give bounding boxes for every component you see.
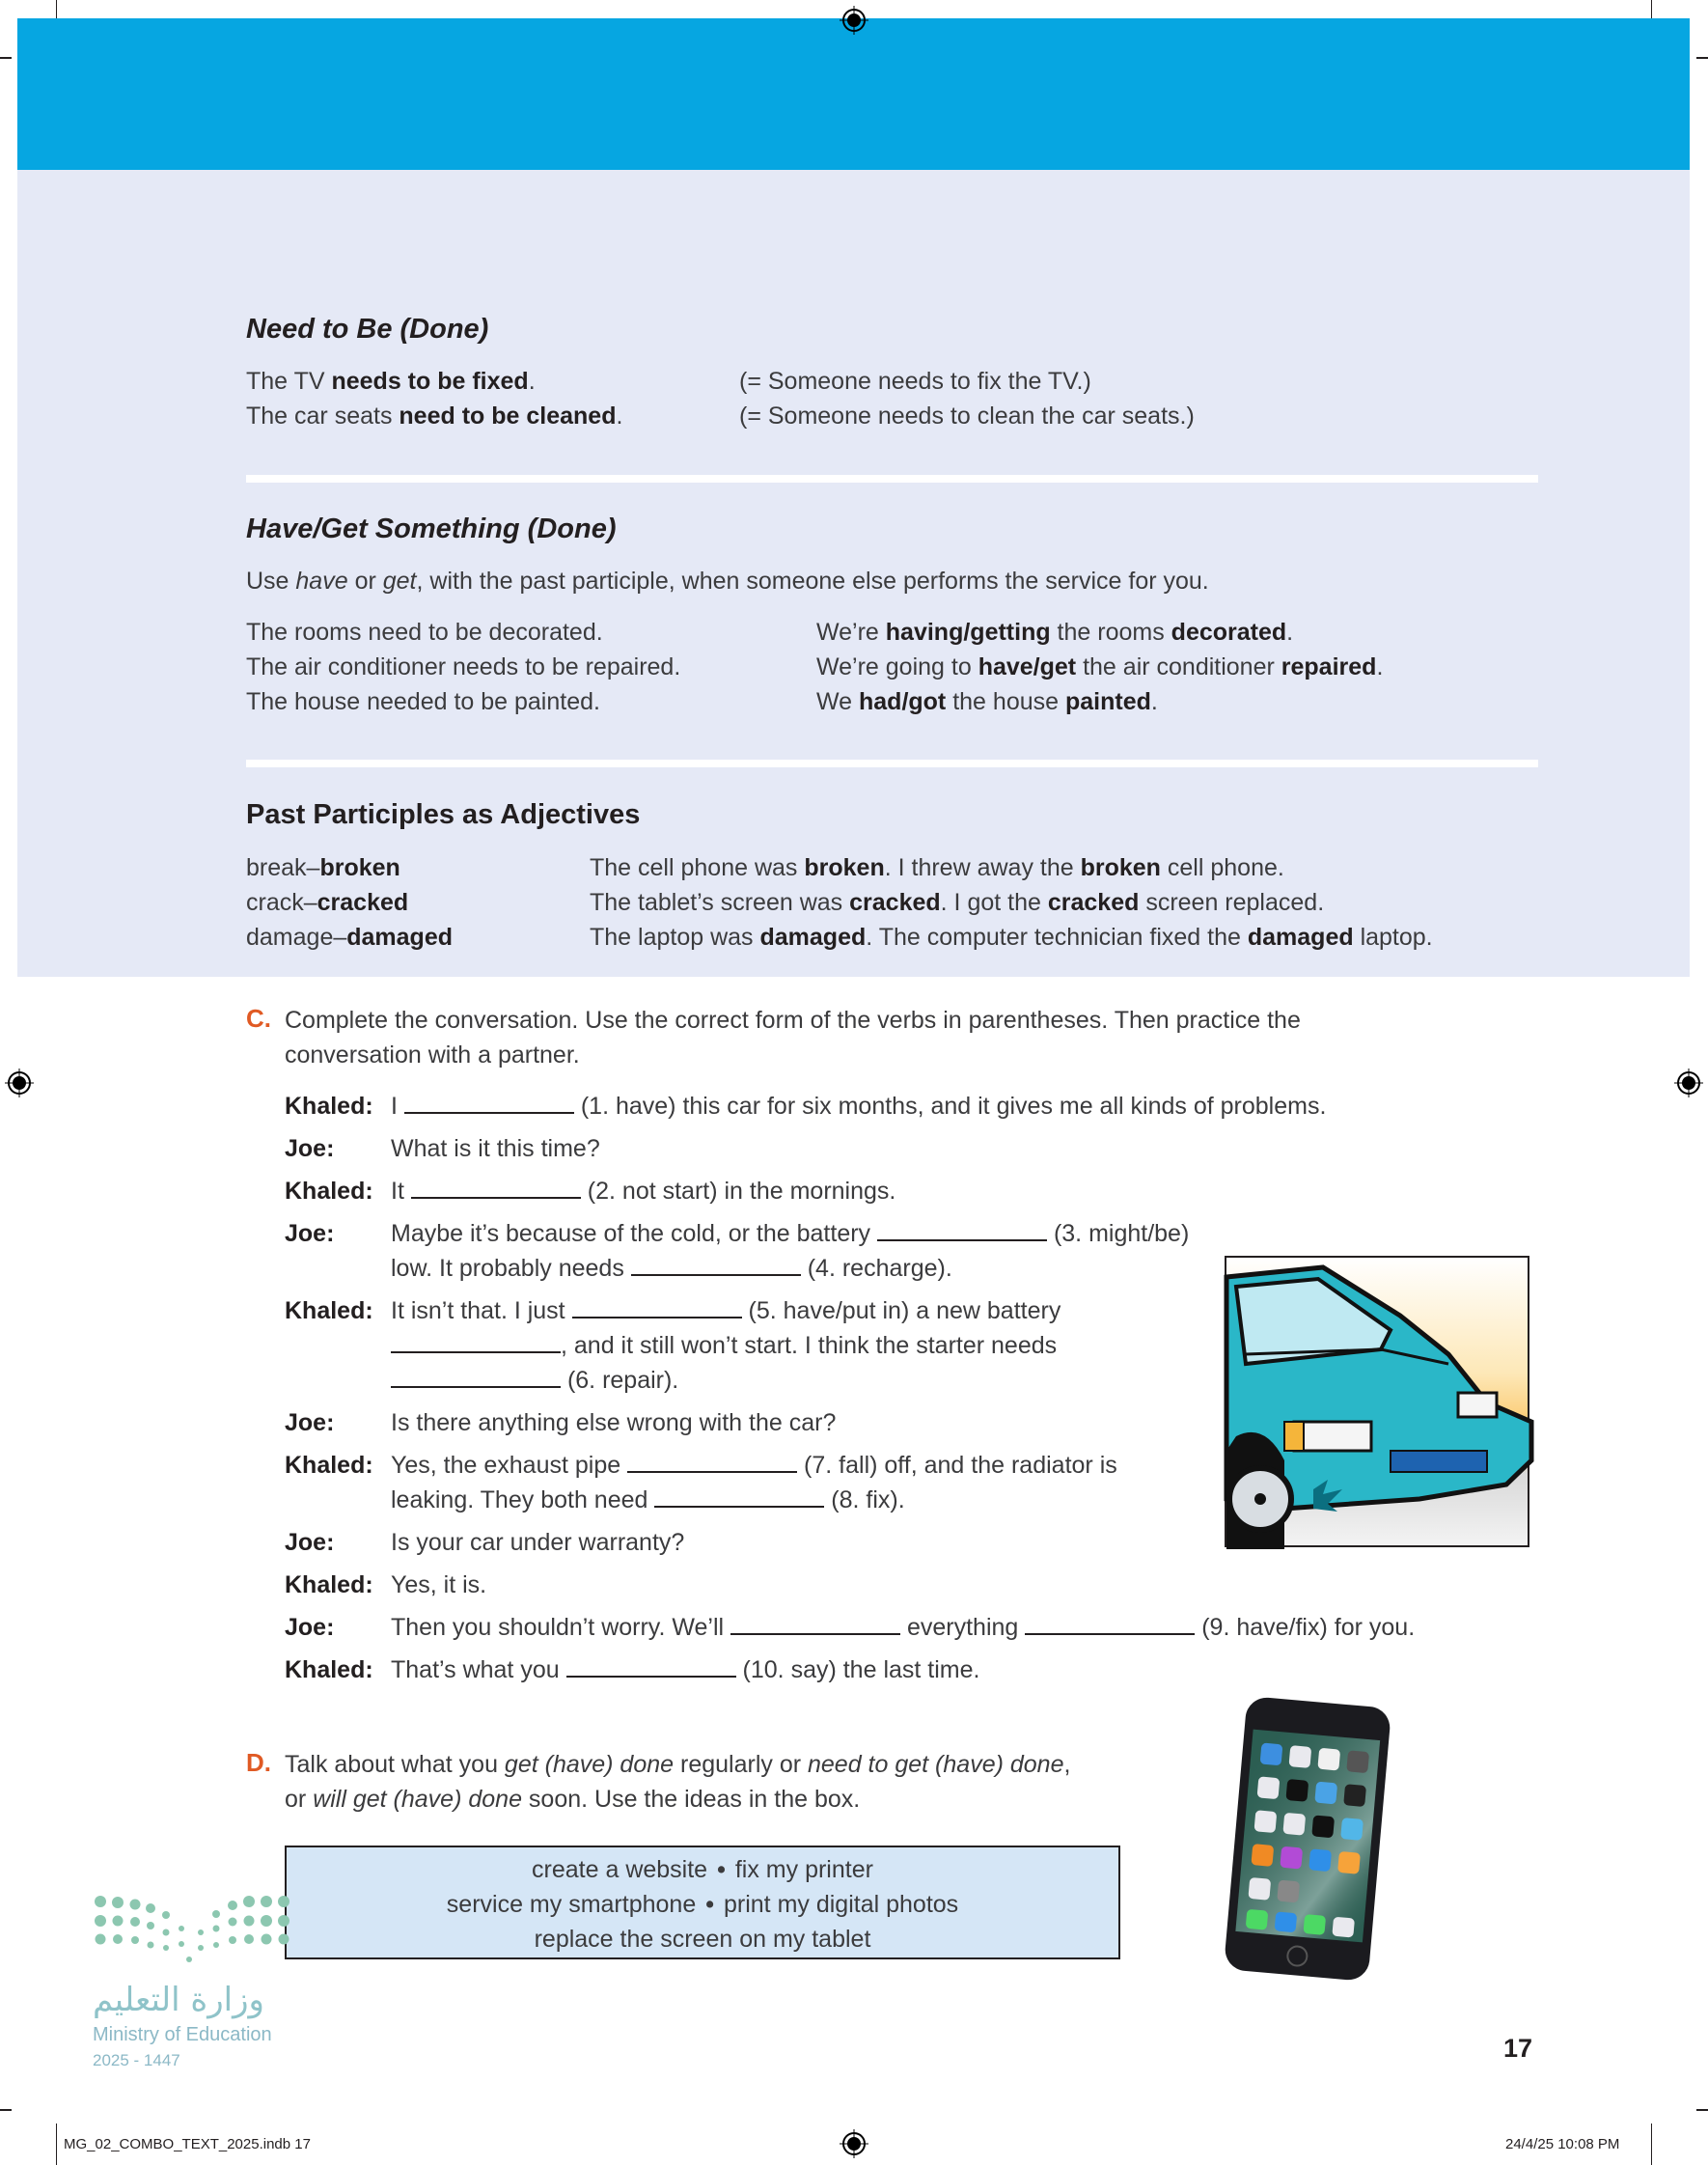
crop-mark (0, 57, 12, 59)
answer-blank-4[interactable] (631, 1255, 801, 1276)
answer-blank-10[interactable] (566, 1656, 736, 1678)
verb-form: damage–damaged (246, 924, 454, 951)
answer-blank-6[interactable] (391, 1367, 561, 1388)
adjective-example: The tablet’s screen was cracked. I got the cracked screen replaced. (590, 889, 1325, 916)
example-row: The TV needs to be fixed. (246, 368, 536, 395)
example-left: The air conditioner needs to be repaired. (246, 653, 681, 680)
dialogue-line: What is it this time? (391, 1135, 600, 1162)
speaker-label: Joe: (285, 1529, 335, 1556)
smartphone-photo (1221, 1694, 1394, 1984)
ministry-logo-icon (93, 1892, 324, 1974)
speaker-label: Joe: (285, 1135, 335, 1162)
section-title-need: Need to Be (Done) (246, 314, 489, 345)
dialogue-line: Then you shouldn’t worry. We’ll everything (9. have/fix) for you. (391, 1614, 1416, 1641)
car-illustration (1225, 1256, 1529, 1547)
speaker-label: Khaled: (285, 1452, 373, 1479)
idea-item: print my digital photos (724, 1891, 959, 1918)
ministry-arabic-name: وزارة التعليم (93, 1981, 264, 2019)
example-left: The house needed to be painted. (246, 688, 600, 715)
answer-blank-5b[interactable] (391, 1332, 561, 1353)
exercise-instruction: Complete the conversation. Use the correct form of the verbs in parentheses. Then practice the (285, 1007, 1301, 1034)
idea-item: create a website (532, 1856, 708, 1883)
dialogue-line: Yes, the exhaust pipe (7. fall) off, and the radiator is (391, 1452, 1117, 1479)
example-right: We’re going to have/get the air conditioner repaired. (816, 653, 1384, 680)
answer-blank-7[interactable] (627, 1452, 797, 1473)
bullet: • (705, 1891, 714, 1918)
crop-mark (56, 2123, 57, 2165)
speaker-label: Khaled: (285, 1571, 373, 1598)
speaker-label: Joe: (285, 1220, 335, 1247)
dialogue-line: Is there anything else wrong with the car? (391, 1409, 837, 1436)
example-left: The rooms need to be decorated. (246, 619, 603, 646)
crop-mark (0, 2109, 12, 2111)
registration-mark-icon (840, 2129, 868, 2158)
dialogue-line: (6. repair). (391, 1363, 678, 1398)
idea-item: service my smartphone (446, 1891, 697, 1918)
answer-blank-9a[interactable] (730, 1614, 900, 1635)
dialogue-line: low. It probably needs (4. recharge). (391, 1255, 952, 1282)
crop-mark (1651, 2123, 1652, 2165)
section-title-adjectives: Past Participles as Adjectives (246, 799, 641, 830)
answer-blank-2[interactable] (411, 1178, 581, 1199)
registration-mark-icon (5, 1069, 34, 1097)
speaker-label: Khaled: (285, 1093, 373, 1120)
exercise-letter-c: C. (246, 1004, 271, 1033)
answer-blank-1[interactable] (404, 1093, 574, 1114)
dialogue-line: I (1. have) this car for six months, and it gives me all kinds of problems. (391, 1093, 1327, 1120)
adjective-example: The laptop was damaged. The computer technician fixed the damaged laptop. (590, 924, 1433, 951)
dialogue-line: It isn’t that. I just (5. have/put in) a new battery (391, 1297, 1061, 1324)
example-row: The car seats need to be cleaned. (246, 402, 623, 430)
speaker-label: Khaled: (285, 1656, 373, 1683)
speaker-label: Joe: (285, 1614, 335, 1641)
exercise-instruction: Talk about what you get (have) done regularly or need to get (have) done, (285, 1751, 1071, 1778)
ideas-box (285, 1846, 1120, 1959)
divider (246, 760, 1538, 767)
answer-blank-3[interactable] (877, 1220, 1047, 1241)
divider (246, 475, 1538, 483)
ministry-english-name: Ministry of Education (93, 2024, 272, 2045)
dialogue-line: Yes, it is. (391, 1571, 487, 1598)
dialogue-line: , and it still won’t start. I think the starter needs (391, 1328, 1057, 1363)
speaker-label: Khaled: (285, 1297, 373, 1324)
footer-filename: MG_02_COMBO_TEXT_2025.indb 17 (64, 2136, 311, 2152)
idea-item: replace the screen on my tablet (534, 1926, 871, 1953)
section-title-have: Have/Get Something (Done) (246, 513, 617, 544)
dialogue-line: Is your car under warranty? (391, 1529, 685, 1556)
registration-mark-icon (840, 6, 868, 35)
verb-form: crack–cracked (246, 889, 409, 916)
speaker-label: Joe: (285, 1409, 335, 1436)
section-intro: Use have or get, with the past participle, when someone else performs the service for you. (246, 568, 1209, 595)
speaker-label: Khaled: (285, 1178, 373, 1205)
verb-form: break–broken (246, 854, 400, 881)
dialogue-line: It (2. not start) in the mornings. (391, 1178, 896, 1205)
footer-date: 24/4/25 10:08 PM (1505, 2136, 1620, 2152)
exercise-instruction: or will get (have) done soon. Use the ideas in the box. (285, 1786, 861, 1813)
adjective-example: The cell phone was broken. I threw away the broken cell phone. (590, 854, 1284, 881)
answer-blank-9b[interactable] (1025, 1614, 1195, 1635)
header-band (17, 18, 1690, 170)
bullet: • (717, 1856, 726, 1883)
page-number: 17 (1503, 2034, 1533, 2063)
gloss: (= Someone needs to fix the TV.) (739, 368, 1091, 395)
crop-mark (1696, 2109, 1708, 2111)
ministry-year: 2025 - 1447 (93, 2051, 180, 2069)
answer-blank-8[interactable] (654, 1486, 824, 1508)
answer-blank-5a[interactable] (572, 1297, 742, 1318)
dialogue-line: Maybe it’s because of the cold, or the battery (3. might/be) (391, 1220, 1190, 1247)
idea-item: fix my printer (734, 1856, 873, 1883)
example-right: We’re having/getting the rooms decorated. (816, 619, 1294, 646)
exercise-instruction: conversation with a partner. (285, 1041, 580, 1069)
crop-mark (1696, 57, 1708, 59)
dialogue-line: leaking. They both need (8. fix). (391, 1486, 905, 1513)
registration-mark-icon (1674, 1069, 1703, 1097)
dialogue-line: That’s what you (10. say) the last time. (391, 1656, 980, 1683)
exercise-letter-d: D. (246, 1748, 271, 1777)
example-right: We had/got the house painted. (816, 688, 1158, 715)
gloss: (= Someone needs to clean the car seats.) (739, 402, 1195, 430)
